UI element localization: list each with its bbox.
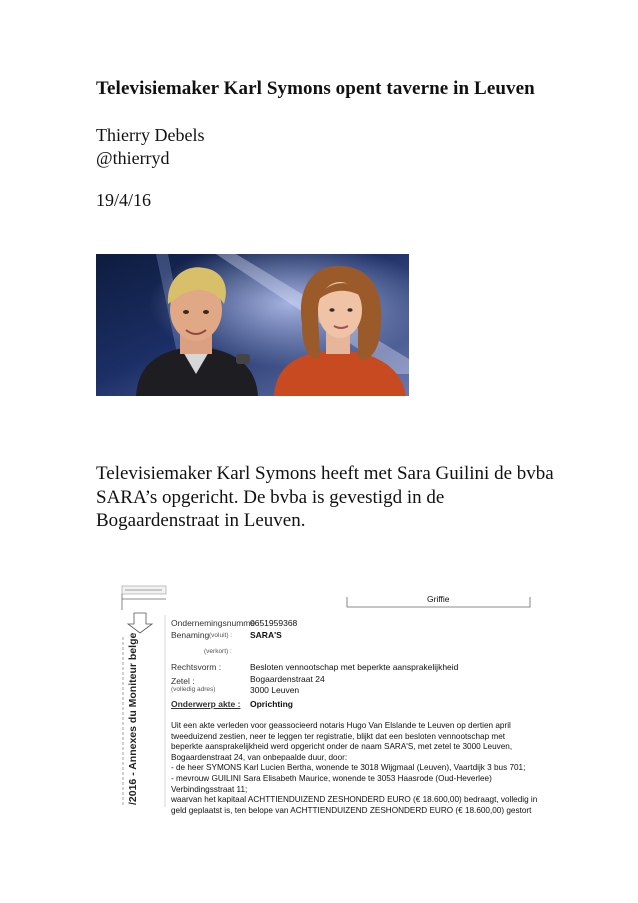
deed-text bbox=[171, 721, 538, 816]
legal-form: Besloten vennootschap met beperkte aansprakelijkheid bbox=[250, 662, 459, 672]
deed-line: Bogaardenstraat 24, van onbepaalde duur, door: bbox=[171, 752, 348, 762]
author-handle: @thierryd bbox=[96, 148, 170, 168]
subject-label: Onderwerp akte : bbox=[171, 699, 241, 709]
article-title: Televisiemaker Karl Symons opent taverne in Leuven bbox=[96, 78, 535, 99]
enterprise-number: 0651959368 bbox=[250, 618, 298, 628]
deed-line: - mevrouw GUILINI Sara Elisabeth Maurice, wonende te 3053 Haasrode (Oud-Heverlee) bbox=[171, 773, 492, 783]
name-full-label: (voluit) : bbox=[209, 632, 233, 639]
deed-line: beperkte aansprakelijkheid werd opgericht onder de naam SARA'S, met zetel te 3000 Leuven, bbox=[171, 742, 513, 752]
deed-line: tweeduizend zestien, neer te leggen ter registratie, blijkt dat een besloten vennootschap met bbox=[171, 731, 506, 741]
legal-form-label: Rechtsvorm : bbox=[171, 662, 222, 672]
article-photo bbox=[96, 254, 409, 396]
griffie-label: Griffie bbox=[427, 594, 450, 604]
article-lede: Televisiemaker Karl Symons heeft met Sara Guilini de bvba SARA’s opgericht. De bvba is gevestigd in de Bogaardenstraat in Leuven. bbox=[96, 463, 554, 531]
name-label: Benaming bbox=[171, 630, 210, 640]
deed-line: Verbindingsstraat 11; bbox=[171, 784, 248, 794]
gazette-excerpt bbox=[120, 585, 538, 815]
deed-line: Uit een akte verleden voor geassocieerd notaris Hugo Van Elslande te Leuven op dertien april bbox=[171, 721, 511, 730]
gazette-side-label: /2016 - Annexes du Moniteur belge bbox=[127, 632, 139, 805]
name-short-label: (verkort) : bbox=[204, 648, 232, 655]
deed-line: waarvan het kapitaal ACHTTIENDUIZEND ZESHONDERD EURO (€ 18.600,00) bedraagt, volledig in bbox=[171, 795, 538, 805]
byline bbox=[96, 124, 204, 170]
deed-line: geld geplaatst is, ten belope van ACHTTIENDUIZEND ZESHONDERD EURO (€ 18.600,00) gestort bbox=[171, 805, 532, 815]
photo-illustration bbox=[96, 254, 409, 396]
seat-street: Bogaardenstraat 24 bbox=[250, 674, 325, 684]
company-name: SARA'S bbox=[250, 630, 282, 640]
deed-line: - de heer SYMONS Karl Lucien Bertha, wonende te 3018 Wijgmaal (Leuven), Vaartdijk 3 bus 701; bbox=[171, 763, 526, 773]
seat-sublabel: (volledig adres) bbox=[171, 686, 216, 693]
subject: Oprichting bbox=[250, 699, 293, 709]
seat-label: Zetel : bbox=[171, 676, 195, 686]
publish-date: 19/4/16 bbox=[96, 190, 152, 210]
enterprise-number-label: Ondernemingsnumme bbox=[171, 618, 256, 628]
seat-city: 3000 Leuven bbox=[250, 685, 300, 695]
author-name: Thierry Debels bbox=[96, 125, 205, 145]
